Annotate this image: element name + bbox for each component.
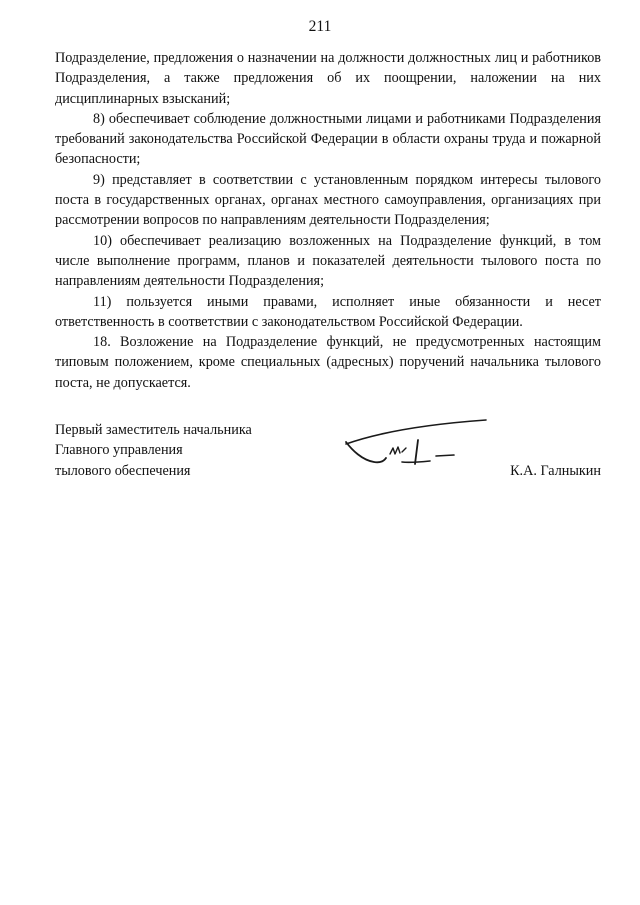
signature-letters-stroke [390, 447, 406, 454]
paragraph-item-10: 10) обеспечивает реализацию возложенных на Подразделение функций, в том числе выполнение программ, планов и показателей деятельности тылового поста по направлениям деятельности Подразделения; [55, 232, 601, 290]
signer-position-line-2: Главного управления [55, 442, 183, 459]
paragraph-item-11: 11) пользуется иными правами, исполняет иные обязанности и несет ответственность в соответствии с законодательством Российской Федерации. [55, 293, 601, 330]
signature-hook-stroke [346, 442, 386, 462]
signer-position [55, 420, 252, 481]
paragraph-continuation: Подразделение, предложения о назначении на должности должностных лиц и работников Подразделения, а также предложения об их поощрении, наложении на них дисциплинарных взысканий; [55, 50, 601, 107]
signature-dash-stroke [436, 455, 454, 456]
paragraph-item-8: 8) обеспечивает соблюдение должностными лицами и работниками Подразделения требований законодательства Российской Федерации в области охраны труда и пожарной безопасности; [55, 110, 601, 168]
signature-upper-stroke [346, 420, 486, 444]
signature-block [55, 420, 601, 490]
handwritten-signature-icon [340, 412, 490, 472]
signer-position-line-1: Первый заместитель начальника [55, 422, 252, 438]
paragraph-section-18: 18. Возложение на Подразделение функций, не предусмотренных настоящим типовым положением, кроме специальных (адресных) поручений начальника тылового поста, не допускается. [55, 334, 601, 391]
signer-name: К.А. Галныкин [510, 462, 601, 479]
signer-position-line-3: тылового обеспечения [55, 462, 191, 479]
page-number: 211 [308, 18, 332, 35]
paragraph-item-9: 9) представляет в соответствии с установленным порядком интересы тылового поста в государственных органах, органах местного самоуправления, организациях при рассмотрении вопросов по направлениям деятельности Подразделения; [55, 171, 601, 229]
signature-stem-stroke [415, 440, 418, 464]
document-body [55, 48, 601, 393]
